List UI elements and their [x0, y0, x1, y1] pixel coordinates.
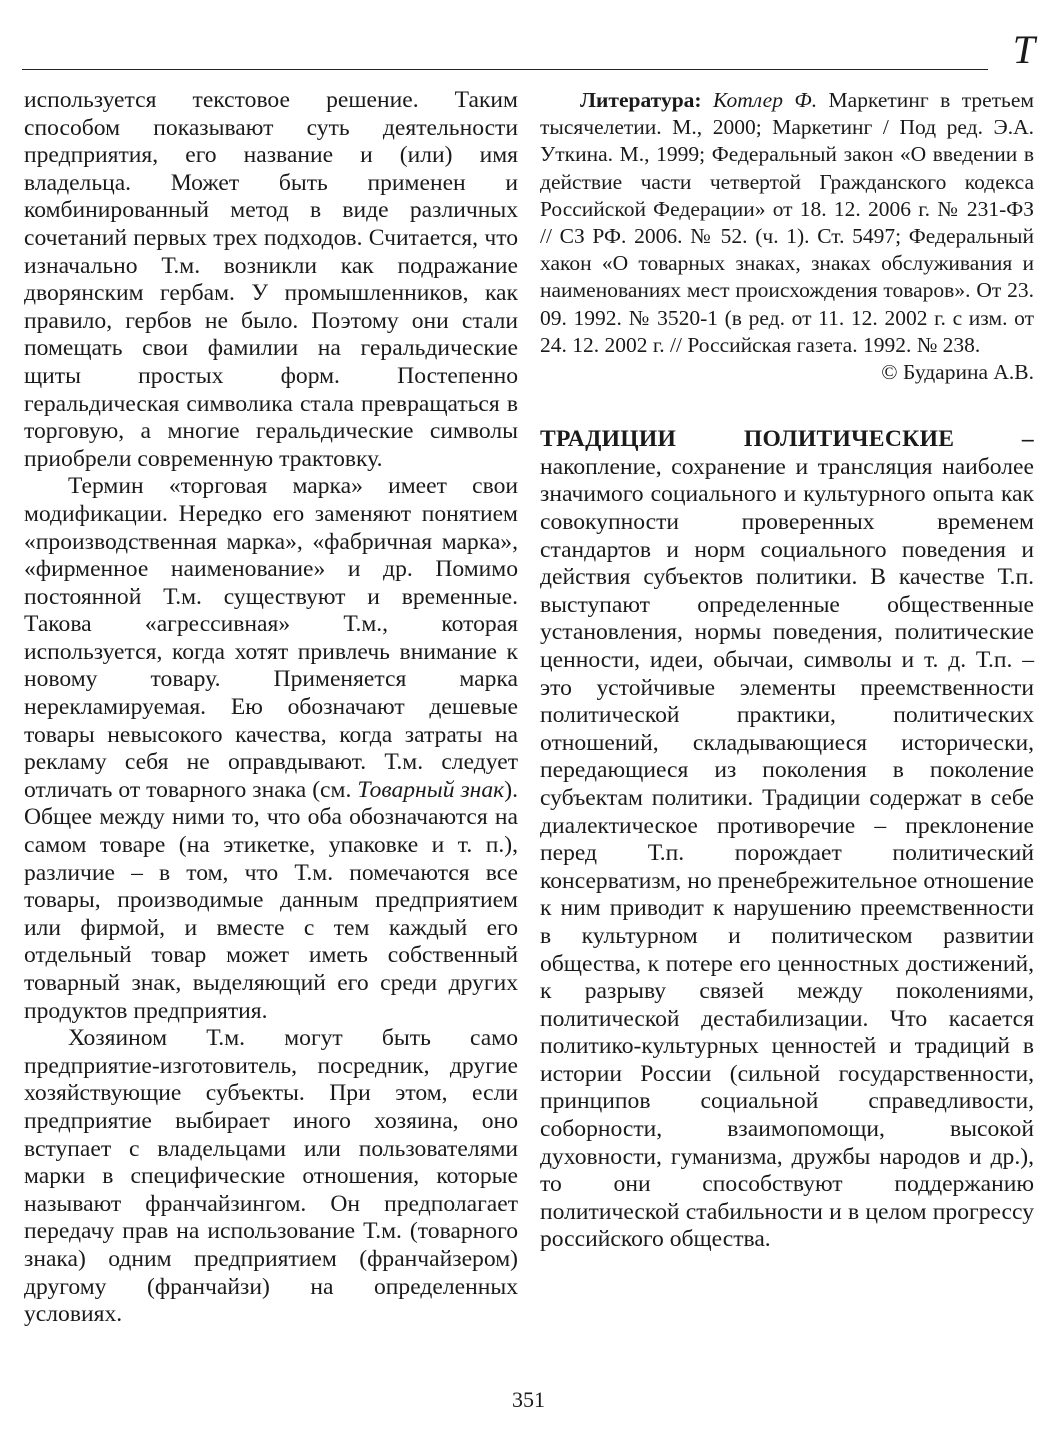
literature-block — [540, 87, 1034, 359]
entry-political-traditions — [540, 426, 1034, 1254]
page-number: 351 — [512, 1387, 545, 1412]
entry-text: накопление, сохранение и трансляция наиболее значимого социального и культурного опыта как совокупности проверенных временем стандартов и норм социального поведения и действия субъектов политики. В качестве Т.п. выступают определенные общественные установления, нормы поведения, политические ценности, идеи, обычаи, символы и т. д. Т.п. – это устойчивые элементы преемственности политической практики, политических отношений, складывающиеся исторически, передающиеся из поколения в поколение субъектам политики. Традиции содержат в себе диалектическое противоречие – преклонение перед Т.п. порождает политический консерватизм, но пренебрежительное отношение к ним приводит к нарушению преемственности в культурном и политическом развитии общества, к потере его ценностных достижений, к разрыву связей между поколениями, политической дестабилизации. Что касается политико-культурных ценностей и традиций в истории России (сильной государственности, принципов социальной справедливости, соборности, взаимопомощи, высокой духовности, гуманизма, дружбы народов и др.), то они способствуют поддержанию политической стабильности и в целом прогрессу российского общества. — [540, 453, 1034, 1253]
author-signature: © Бударина А.В. — [881, 360, 1034, 385]
paragraph-continuation: используется текстовое решение. Таким способом показывают суть деятельности предприятия, его название и (или) имя владельца. Может быть применен и комбинированный метод в виде различных сочетаний первых трех подходов. Считается, что изначально Т.м. возникли как подражание дворянским гербам. У промышленников, как правило, гербов не было. Поэтому они стали помещать свои фамилии на геральдические щиты простых форм. Постепенно геральдическая символика стала превращаться в торговую, а многие геральдические символы приобрели современную трактовку. — [24, 87, 518, 472]
right-column — [540, 87, 1034, 1254]
entry-title: ТРАДИЦИИ ПОЛИТИЧЕСКИЕ — [540, 426, 955, 453]
section-letter: T — [1012, 27, 1035, 72]
literature-text: Маркетинг в третьем тысячелетии. М., 2000; Маркетинг / Под ред. Э.А. Уткина. М., 1999; Федеральный закон «О введении в действие части четвертой Гражданского кодекса Российской Федерации» от 18. 12. 2006 г. № 231-ФЗ // СЗ РФ. 2006. № 52. (ч. 1). Ст. 5497; Федеральный хакон «О товарных знаках, знаках обслуживания и наименованиях мест происхождения товаров». От 23. 09. 1992. № 3520-1 (в ред. от 11. 12. 2002 г. с изм. от 24. 12. 2002 г. // Российская газета. 1992. № 238. — [540, 88, 1035, 357]
paragraph-trade-mark-terms — [24, 473, 518, 1025]
paragraph-text: Термин «торговая марка» имеет свои модификации. Нередко его заменяют понятием «производственная марка», «фабричная марка», «фирменное наименование» и др. Помимо постоянной Т.м. существуют и временные. Такова «агрессивная» Т.м., которая используется, когда хотят привлечь внимание к новому товару. Применяется марка нерекламируемая. Ею обозначают дешевые товары невысокого качества, когда затраты на рекламу себя не оправдывают. Т.м. следует отличать от товарного знака (см. — [24, 473, 518, 803]
literature-author: Котлер Ф. — [713, 88, 818, 112]
paragraph-text: ). Общее между ними то, что оба обозначаются на самом товаре (на этикетке, упаковке и т. п.), различие – в том, что Т.м. помечаются все товары, производимые данным предприятием или фирмой, и вместе с тем каждый его отдельный товар может иметь собственный товарный знак, выделяющий его среди других продуктов предприятия. — [24, 776, 518, 1024]
header-rule — [22, 69, 988, 70]
literature-label: Литература: — [580, 88, 702, 112]
cross-reference-link[interactable]: Товарный знак — [357, 776, 505, 803]
entry-dash: – — [954, 426, 1035, 453]
paragraph-franchising: Хозяином Т.м. могут быть само предприятие-изготовитель, посредник, другие хозяйствующие субъекты. При этом, если предприятие выбирает иного хозяина, оно вступает с владельцами или пользователями марки в специфические отношения, которые называют франчайзингом. Он предполагает передачу прав на использование Т.м. (товарного знака) одним предприятием (франчайзером) другому (франчайзи) на определенных условиях. — [24, 1025, 518, 1328]
left-column — [24, 87, 518, 1329]
